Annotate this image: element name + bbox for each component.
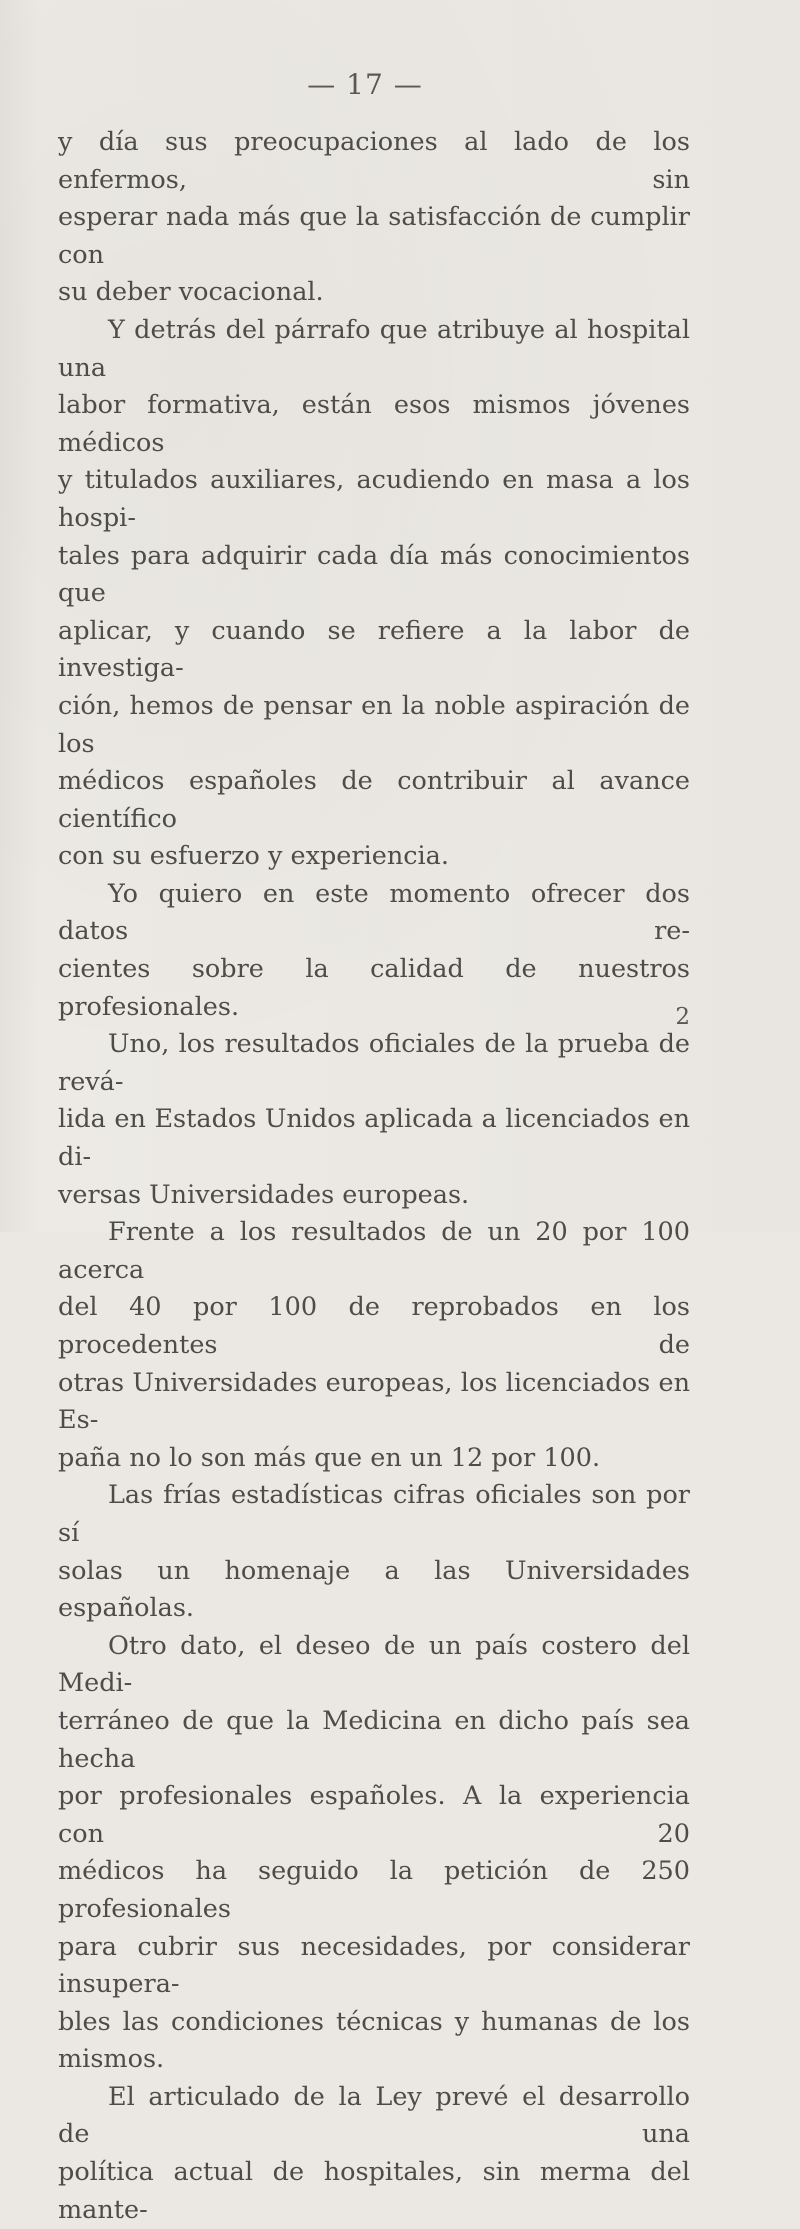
signature-mark: 2: [675, 1004, 690, 1030]
page-number: — 17 —: [307, 68, 423, 101]
text-line: política actual de hospitales, sin merma del mante-: [58, 2157, 690, 2225]
text-line: y titulados auxiliares, acudiendo en masa a los hospi-: [58, 465, 690, 533]
text-line: Frente a los resultados de un 20 por 100 acerca: [58, 1217, 690, 1285]
text-line: para cubrir sus necesidades, por considerar insupera-: [58, 1931, 690, 2000]
text-line: terráneo de que la Medicina en dicho país sea hecha: [58, 1705, 690, 1774]
text-line: otras Universidades europeas, los licenciados en Es-: [58, 1367, 690, 1436]
text-line: ción, hemos de pensar en la noble aspiración de los: [58, 690, 690, 759]
text-line: Y detrás del párrafo que atribuye al hospital una: [58, 314, 690, 383]
text-line: su deber vocacional.: [58, 277, 324, 308]
text-line: bles las condiciones técnicas y humanas de los mismos.: [58, 2006, 690, 2075]
text-line: Yo quiero en este momento ofrecer dos datos re-: [58, 878, 690, 947]
text-line: labor formativa, están esos mismos jóvenes médicos: [58, 390, 690, 458]
text-line: Las frías estadísticas cifras oficiales son por sí: [58, 1480, 690, 1548]
text-line: tales para adquirir cada día más conocimientos que: [58, 540, 690, 609]
text-line: médicos ha seguido la petición de 250 profesionales: [58, 1856, 690, 1924]
text-line: del 40 por 100 de reprobados en los procedentes de: [58, 1292, 690, 1360]
text-line: solas un homenaje a las Universidades españolas.: [58, 1555, 690, 1624]
body-text: [58, 124, 690, 2229]
text-line: cientes sobre la calidad de nuestros profesionales.: [58, 954, 690, 1022]
text-line: El articulado de la Ley prevé el desarrollo de una: [58, 2081, 690, 2150]
text-line: por profesionales españoles. A la experiencia con 20: [58, 1781, 690, 1849]
text-line: Uno, los resultados oficiales de la prueba de revá-: [58, 1029, 690, 1097]
text-line: y día sus preocupaciones al lado de los enfermos, sin: [58, 127, 690, 195]
text-line: médicos españoles de contribuir al avance científico: [58, 766, 690, 834]
text-line: con su esfuerzo y experiencia.: [58, 841, 449, 872]
text-line: aplicar, y cuando se refiere a la labor de investiga-: [58, 615, 690, 684]
text-line: lida en Estados Unidos aplicada a licenciados en di-: [58, 1104, 690, 1173]
text-line: esperar nada más que la satisfacción de cumplir con: [58, 202, 690, 270]
text-line: Otro dato, el deseo de un país costero del Medi-: [58, 1630, 690, 1699]
text-line: paña no lo son más que en un 12 por 100.: [58, 1442, 601, 1473]
text-line: versas Universidades europeas.: [58, 1179, 470, 1210]
